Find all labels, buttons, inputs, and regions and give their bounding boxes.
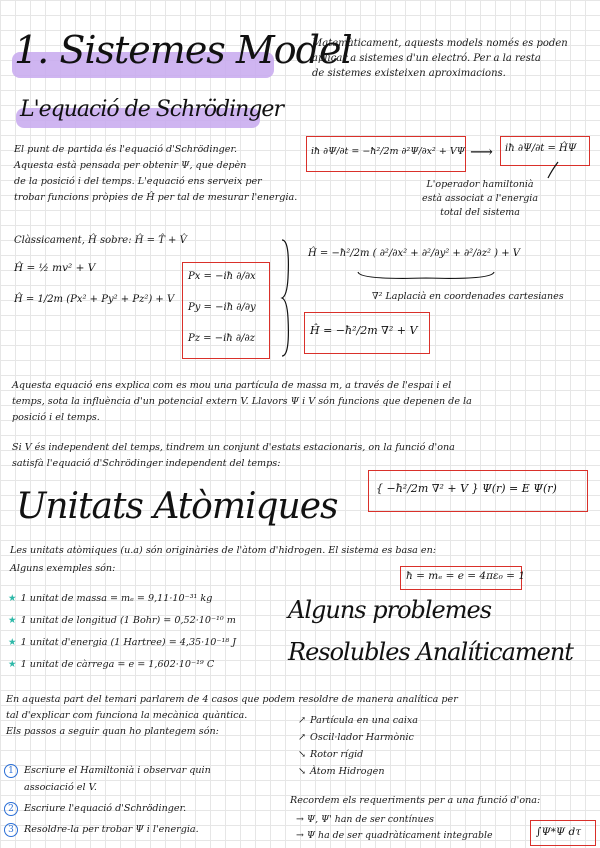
h-momentum: Ĥ = 1/2m (Px² + Py² + Pz²) + V (14, 294, 175, 305)
operator-note (422, 178, 538, 220)
para-line: temps, sota la influència d'un potencial extern V. Llavors Ψ i V són funcions que depenen de la (12, 396, 472, 407)
py-operator: Py = −iħ ∂/∂y (188, 302, 256, 313)
list-item: → Ψ ha de ser quadràticament integrable (296, 830, 493, 841)
para-line: Les unitats atòmiques (u.a) són originàries de l'àtom d'hidrogen. El sistema es basa en: (10, 545, 437, 556)
h-final: Ĥ = −ħ²/2m ∇² + V (310, 324, 418, 337)
list-item (298, 746, 418, 763)
intro-line: aplicar a sistemes d'un electró. Per a la resta (312, 53, 541, 64)
para-line: Aquesta està pensada per obtenir Ψ, que depèn (14, 160, 247, 171)
note-line: total del sistema (440, 207, 520, 218)
units-intro (10, 542, 436, 578)
arrow-bullet-icon: ↘ (298, 766, 307, 777)
stationary-paragraph (12, 440, 455, 472)
step-text: Escriure el Hamiltonià i observar quin (24, 765, 211, 776)
para-line: Si V és independent del temps, tindrem un conjunt d'estats estacionaris, on la funció d'ona (12, 442, 455, 453)
schrodinger-intro (14, 142, 297, 206)
list-item (8, 632, 236, 654)
list-item (4, 762, 211, 779)
units-definition: ħ = mₑ = e = 4πε₀ = 1 (406, 570, 525, 582)
list-item (4, 821, 211, 838)
curved-arrow-icon (548, 160, 568, 180)
section-title-schrodinger: L'equació de Schrödinger (20, 97, 283, 122)
unit-example: 1 unitat de longitud (1 Bohr) = 0,52·10⁻¹⁰ m (20, 615, 236, 626)
step-text: Escriure l'equació d'Schrödinger. (24, 803, 187, 814)
intro-text (312, 36, 568, 81)
requirements-intro: Recordem els requeriments per a una funció d'ona: (290, 795, 541, 806)
tdse-equation: iħ ∂Ψ/∂t = −ħ²/2m ∂²Ψ/∂x² + VΨ (311, 146, 466, 157)
intro-line: de sistemes existeixen aproximacions. (312, 68, 506, 79)
case-item: Oscil·lador Harmònic (310, 732, 414, 743)
step-number-icon: 1 (4, 764, 18, 778)
section-title-units: Unitats Atòmiques (16, 486, 338, 527)
step-text: associació el V. (24, 782, 97, 793)
h-laplace: Ĥ = −ħ²/2m ( ∂²/∂x² + ∂²/∂y² + ∂²/∂z² ) + V (308, 248, 521, 259)
star-bullet-icon: ★ (8, 615, 17, 626)
underbrace-icon (356, 270, 496, 284)
note-line: està associat a l'energia (422, 193, 539, 204)
para-line: En aquesta part del temari parlarem de 4 casos que podem resoldre de manera analítica per (6, 694, 458, 705)
movement-paragraph (12, 378, 472, 426)
unit-example: 1 unitat de càrrega = e = 1,602·10⁻¹⁹ C (20, 659, 215, 670)
para-line: tal d'explicar com funciona la mecànica quàntica. (6, 710, 248, 721)
star-bullet-icon: ★ (8, 593, 17, 604)
pz-operator: Pz = −iħ ∂/∂z (188, 333, 255, 344)
star-bullet-icon: ★ (8, 637, 17, 648)
list-item (8, 654, 236, 676)
units-examples (8, 588, 236, 676)
list-item (4, 779, 211, 796)
page-title: 1. Sistemes Model (14, 28, 352, 72)
para-line: satisfà l'equació d'Schrödinger independent del temps: (12, 458, 281, 469)
h-classic: Ĥ = ½ mv² + V (14, 262, 96, 274)
star-bullet-icon: ★ (8, 659, 17, 670)
case-item: Àtom Hidrogen (310, 766, 385, 777)
list-item (8, 588, 236, 610)
arrow-bullet-icon: ↘ (298, 749, 307, 760)
step-text: Resoldre-la per trobar Ψ i l'energia. (24, 824, 199, 835)
case-item: Rotor rígid (310, 749, 364, 760)
para-line: Alguns exemples són: (10, 563, 116, 574)
arrow-bullet-icon: ↗ (298, 715, 307, 726)
list-item: → Ψ, Ψ' han de ser contínues (296, 814, 434, 825)
list-item (4, 800, 211, 817)
cases-list (298, 712, 418, 780)
tise-equation: { −ħ²/2m ∇² + V } Ψ(r) = E Ψ(r) (376, 482, 557, 495)
step-number-icon: 2 (4, 802, 18, 816)
list-item (298, 763, 418, 780)
intro-line: Matemàticament, aquests models només es poden (312, 38, 568, 49)
para-line: El punt de partida és l'equació d'Schrödinger. (14, 144, 238, 155)
para-line: Aquesta equació ens explica com es mou una partícula de massa m, a través de l'espai i el (12, 380, 452, 391)
case-item: Partícula en una caixa (310, 715, 419, 726)
requirement-item: Ψ ha de ser quadràticament integrable (306, 830, 493, 841)
unit-example: 1 unitat de massa = mₑ = 9,11·10⁻³¹ kg (20, 593, 213, 604)
brace-icon (280, 238, 292, 358)
list-item (298, 712, 418, 729)
requirements-list (296, 812, 493, 844)
requirement-item: Ψ, Ψ' han de ser contínues (306, 814, 434, 825)
short-tdse-equation: iħ ∂Ψ/∂t = ĤΨ (505, 143, 577, 154)
step-number-icon: 3 (4, 823, 18, 837)
para-line: de la posició i del temps. L'equació ens serveix per (14, 176, 262, 187)
arrow-bullet-icon: ↗ (298, 732, 307, 743)
arrow-right-icon: ⟶ (470, 142, 493, 161)
para-line: Els passos a seguir quan ho plantegem són: (6, 726, 219, 737)
list-item (298, 729, 418, 746)
px-operator: Px = −iħ ∂/∂x (188, 271, 256, 282)
integral-expression: ∫Ψ*Ψ dτ (536, 826, 582, 838)
steps-list (4, 762, 211, 838)
list-item (8, 610, 236, 632)
classic-line: Clàssicament, Ĥ sobre: Ĥ = T̂ + V̂ (14, 235, 187, 246)
para-line: posició i el temps. (12, 412, 100, 423)
unit-example: 1 unitat d'energia (1 Hartree) = 4,35·10⁻¹⁸ J (20, 637, 237, 648)
para-line: trobar funcions pròpies de Ĥ per tal de mesurar l'energia. (14, 192, 298, 203)
note-line: L'operador hamiltonià (426, 179, 534, 190)
laplace-note: ∇² Laplacià en coordenades cartesianes (372, 291, 564, 302)
section-title-problems-2: Resolubles Analíticament (288, 638, 573, 666)
section-title-problems: Alguns problemes (288, 596, 492, 624)
